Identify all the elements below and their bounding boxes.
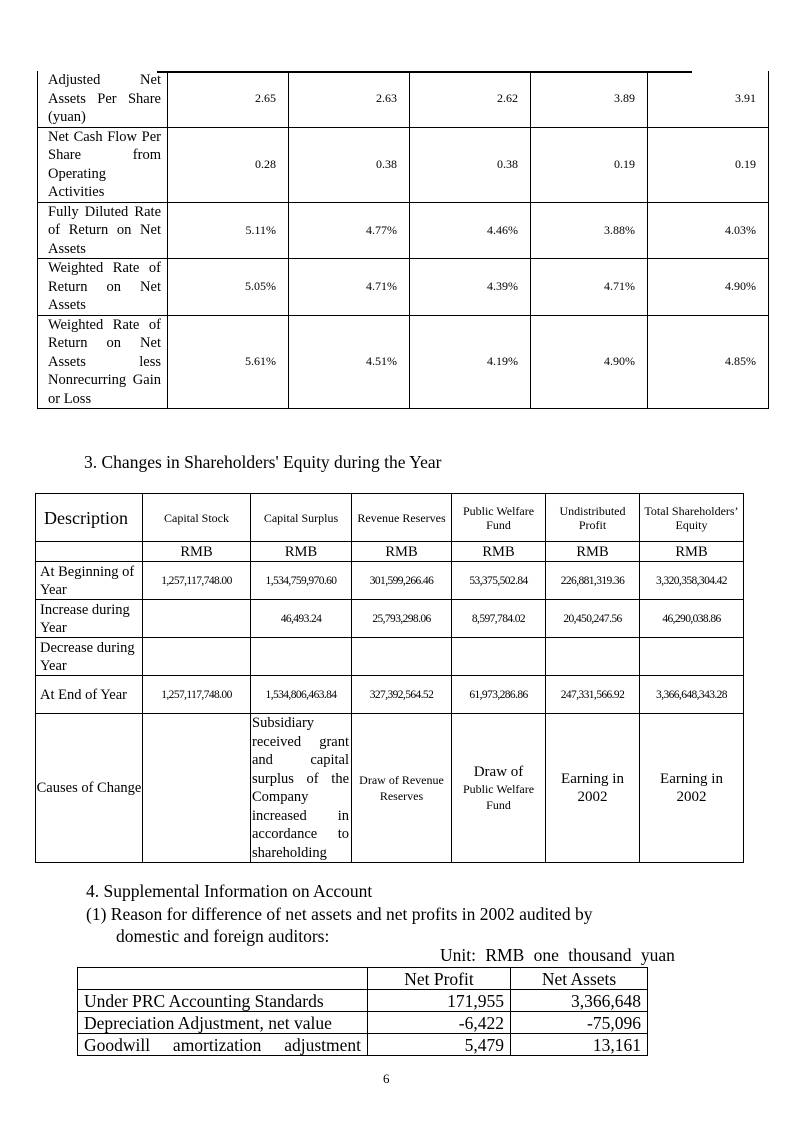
cell-value: 5.11% (168, 202, 289, 259)
unit-row (36, 542, 744, 562)
cell-value: 20,450,247.56 (546, 600, 640, 638)
table-row (78, 1034, 648, 1056)
unit-cell: RMB (251, 542, 352, 562)
row-label: Increase during Year (36, 600, 143, 638)
unit-label: Unit: RMB one thousand yuan (440, 945, 675, 965)
cell-value: 0.38 (289, 127, 410, 202)
cell-value: 226,881,319.36 (546, 562, 640, 600)
cell-value: 61,973,286.86 (452, 676, 546, 714)
cell-value (143, 714, 251, 863)
cell-value: 3,320,358,304.42 (640, 562, 744, 600)
unit-cell: RMB (452, 542, 546, 562)
cell-value: 4.77% (289, 202, 410, 259)
cell-value: 1,534,759,970.60 (251, 562, 352, 600)
column-header: Total Shareholders’ Equity (640, 494, 744, 542)
cell-value: -75,096 (511, 1012, 648, 1034)
cell-value: 2.65 (168, 71, 289, 127)
table-row (36, 600, 744, 638)
cell-value: 1,534,806,463.84 (251, 676, 352, 714)
paragraph-line: domestic and foreign auditors: (116, 926, 330, 946)
cell-value: Earning in 2002 (640, 714, 744, 863)
cell-value: 3,366,648 (511, 990, 648, 1012)
cell-value: 53,375,502.84 (452, 562, 546, 600)
cell-value: 171,955 (368, 990, 511, 1012)
header-row (78, 968, 648, 990)
row-label: At Beginning of Year (36, 562, 143, 600)
cell-value: 5,479 (368, 1034, 511, 1056)
cell-value (251, 638, 352, 676)
unit-cell: RMB (546, 542, 640, 562)
cell-value: 3.91 (648, 71, 769, 127)
table-row (38, 259, 769, 316)
cell-value (640, 638, 744, 676)
cell-value: 0.38 (410, 127, 531, 202)
cell-value: 4.51% (289, 315, 410, 409)
column-header: Capital Stock (143, 494, 251, 542)
column-header: Revenue Reserves (352, 494, 452, 542)
table-row (78, 1012, 648, 1034)
unit-cell: RMB (352, 542, 452, 562)
cell-value: 5.61% (168, 315, 289, 409)
cell-value: 0.19 (648, 127, 769, 202)
cell-value: 13,161 (511, 1034, 648, 1056)
row-label: Depreciation Adjustment, net value (78, 1012, 368, 1034)
column-header: Public Welfare Fund (452, 494, 546, 542)
cell-value: 2.62 (410, 71, 531, 127)
cell-value: 2.63 (289, 71, 410, 127)
table-row (38, 315, 769, 409)
cell-value: Subsidiary received grant and capital surplus of the Company increased in accordance to shareholding (251, 714, 352, 863)
cell-value: 46,290,038.86 (640, 600, 744, 638)
row-label: Causes of Change (36, 714, 143, 863)
cell-value: 1,257,117,748.00 (143, 562, 251, 600)
row-label: Goodwill amortization adjustment (78, 1034, 368, 1056)
column-header: Undistributed Profit (546, 494, 640, 542)
cell-value: 301,599,266.46 (352, 562, 452, 600)
cell-value (452, 714, 546, 863)
row-label: Decrease during Year (36, 638, 143, 676)
cell-value: 4.39% (410, 259, 531, 316)
cell-value (452, 638, 546, 676)
cause-line: Public Welfare Fund (462, 782, 535, 812)
cell-value: 3.89 (531, 71, 648, 127)
cell-value: 4.85% (648, 315, 769, 409)
column-header: Net Assets (511, 968, 648, 990)
column-header (78, 968, 368, 990)
column-header: Capital Surplus (251, 494, 352, 542)
cell-value: 3,366,648,343.28 (640, 676, 744, 714)
cause-line: Draw of (473, 764, 524, 780)
table-row (38, 71, 769, 127)
unit-cell: RMB (640, 542, 744, 562)
cell-value: 4.90% (648, 259, 769, 316)
cell-value: 4.90% (531, 315, 648, 409)
unit-cell (36, 542, 143, 562)
cell-value: 4.71% (289, 259, 410, 316)
section-heading: 4. Supplemental Information on Account (86, 881, 373, 901)
cell-value: 4.19% (410, 315, 531, 409)
column-header: Net Profit (368, 968, 511, 990)
unit-cell: RMB (143, 542, 251, 562)
cell-value: 25,793,298.06 (352, 600, 452, 638)
cell-value: 1,257,117,748.00 (143, 676, 251, 714)
cell-value: 247,331,566.92 (546, 676, 640, 714)
table-row (36, 562, 744, 600)
table-row (36, 676, 744, 714)
shareholders-equity-table (35, 493, 744, 863)
page-number: 6 (383, 1071, 390, 1086)
auditor-difference-table (77, 967, 648, 1056)
section-paragraph (86, 903, 690, 947)
section-heading: 3. Changes in Shareholders' Equity during the Year (84, 452, 442, 472)
cell-value: 4.46% (410, 202, 531, 259)
cell-value: 46,493.24 (251, 600, 352, 638)
cell-value: 4.03% (648, 202, 769, 259)
table-row (78, 990, 648, 1012)
causes-row (36, 714, 744, 863)
table-row (36, 638, 744, 676)
row-label: Adjusted Net Assets Per Share (yuan) (38, 71, 168, 127)
paragraph-line: (1) Reason for difference of net assets and net profits in 2002 audited by (86, 904, 593, 924)
cell-value: 0.19 (531, 127, 648, 202)
row-label: Weighted Rate of Return on Net Assets less Nonrecurring Gain or Loss (38, 315, 168, 409)
header-row (36, 494, 744, 542)
cell-value (143, 600, 251, 638)
per-share-indicators-table (37, 71, 769, 409)
cell-value: Earning in 2002 (546, 714, 640, 863)
cell-value (546, 638, 640, 676)
row-label: Fully Diluted Rate of Return on Net Assets (38, 202, 168, 259)
cell-value (352, 638, 452, 676)
cell-value: 0.28 (168, 127, 289, 202)
cell-value (143, 638, 251, 676)
table-row (38, 202, 769, 259)
row-label: Net Cash Flow Per Share from Operating Activities (38, 127, 168, 202)
table-row (38, 127, 769, 202)
row-label: At End of Year (36, 676, 143, 714)
cell-value: 4.71% (531, 259, 648, 316)
column-header: Description (36, 494, 143, 542)
cell-value: 327,392,564.52 (352, 676, 452, 714)
cell-value: Draw of Revenue Reserves (352, 714, 452, 863)
cell-value: 8,597,784.02 (452, 600, 546, 638)
row-label: Weighted Rate of Return on Net Assets (38, 259, 168, 316)
cell-value: -6,422 (368, 1012, 511, 1034)
row-label: Under PRC Accounting Standards (78, 990, 368, 1012)
cell-value: 3.88% (531, 202, 648, 259)
cell-value: 5.05% (168, 259, 289, 316)
